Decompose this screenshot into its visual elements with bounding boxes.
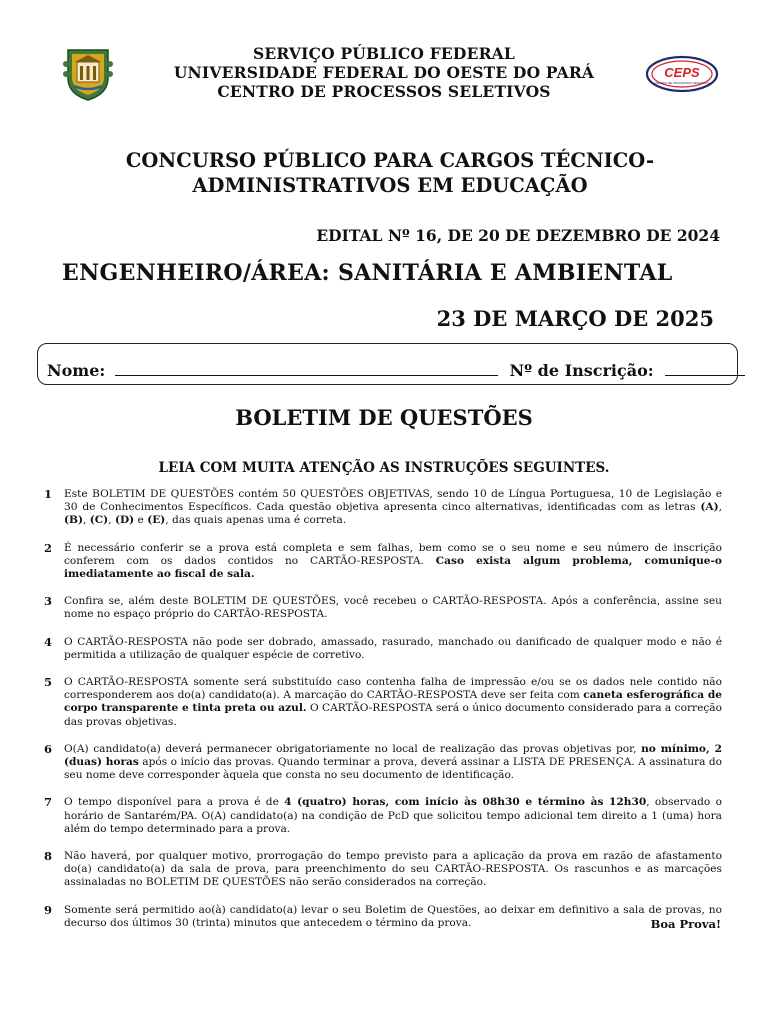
instruction-text-span: e bbox=[134, 514, 148, 527]
instruction-text bbox=[64, 636, 722, 662]
name-field-line[interactable] bbox=[115, 363, 498, 376]
instruction-number: 2 bbox=[44, 540, 53, 555]
instruction-text bbox=[64, 488, 722, 528]
exam-title bbox=[40, 148, 740, 198]
instruction-text-span: O(A) candidato(a) deverá permanecer obrigatoriamente no local de realização das provas objetivas por, bbox=[64, 742, 642, 755]
instruction-text bbox=[64, 676, 722, 729]
instruction-text-span: É necessário conferir se a prova está completa e sem falhas, bem como se o seu nome e seu número de inscrição conferem com os dados contidos no CARTÃO-RESPOSTA. bbox=[64, 541, 722, 567]
instruction-text bbox=[64, 796, 722, 836]
instruction-text-span: , bbox=[82, 514, 90, 527]
instruction-text-bold: (A) bbox=[700, 501, 719, 514]
instruction-text-span: Não haverá, por qualquer motivo, prorrogação do tempo previsto para a aplicação da prova em razão de afastamento do(a) candidato(a) da sala de prova, para preenchimento do seu CARTÃO-RESPOSTA. Os rascunhos e as marcações assinaladas no BOLETIM DE QUESTÕES não serão considerados na correção. bbox=[64, 850, 722, 889]
ceps-logo-text: CEPS bbox=[664, 65, 700, 80]
inscricao-field-line[interactable] bbox=[665, 363, 745, 376]
booklet-title: BOLETIM DE QUESTÕES bbox=[235, 405, 533, 430]
instruction-number: 9 bbox=[44, 902, 53, 917]
exam-title-line-1: CONCURSO PÚBLICO PARA CARGOS TÉCNICO- bbox=[125, 149, 655, 172]
instructions-heading: LEIA COM MUITA ATENÇÃO AS INSTRUÇÕES SEGUINTES. bbox=[158, 460, 610, 476]
instruction-item bbox=[44, 796, 722, 836]
instruction-text bbox=[64, 542, 722, 582]
instruction-text-span: O tempo disponível para a prova é de bbox=[64, 796, 285, 809]
instruction-number: 8 bbox=[44, 849, 53, 864]
closing-text: Boa Prova! bbox=[650, 917, 721, 931]
instruction-text-bold: (C) bbox=[89, 514, 109, 527]
instruction-text-span: , das quais apenas uma é correta. bbox=[165, 514, 347, 527]
instruction-text-span: Somente será permitido ao(à) candidato(a) levar o seu Boletim de Questões, ao deixar em definitivo a sala de provas, no decurso dos últimos 30 (trinta) minutos que antecedem o término da prova. bbox=[64, 903, 722, 929]
instruction-text-bold: 4 (quatro) horas, com início às 08h30 e término às 12h30 bbox=[284, 796, 647, 809]
instruction-text bbox=[64, 595, 722, 621]
instruction-item bbox=[44, 676, 722, 729]
instruction-text-span: O CARTÃO-RESPOSTA somente será substituído caso contenha falha de impressão e/ou se os dados nele contido não corresponderem aos do(a) candidato(a). A marcação do CARTÃO-RESPOSTA deve ser feita com bbox=[64, 676, 722, 702]
instruction-text bbox=[64, 743, 722, 783]
exam-date: 23 DE MARÇO DE 2025 bbox=[436, 306, 714, 331]
name-label: Nome: bbox=[47, 361, 106, 380]
header-line-2: UNIVERSIDADE FEDERAL DO OESTE DO PARÁ bbox=[173, 63, 595, 82]
ceps-logo bbox=[645, 55, 719, 93]
instruction-number: 6 bbox=[44, 741, 53, 756]
instruction-text-span: , bbox=[718, 501, 722, 514]
instruction-text-span: , bbox=[108, 514, 115, 527]
instruction-item bbox=[44, 488, 722, 528]
instruction-text-bold: (D) bbox=[114, 514, 135, 527]
instruction-text-span: , observado o horário de Santarém/PA. O(A) candidato(a) na condição de PcD que solicitou tempo adicional tem direito a 1 (uma) hora além do tempo determinado para a prova. bbox=[64, 796, 722, 835]
identification-row bbox=[47, 361, 745, 380]
instruction-text-span: após o início das provas. Quando terminar a prova, deverá assinar a LISTA DE PRESENÇA. A assinatura do seu nome deve corresponder àquela que consta no seu documento de identificação. bbox=[64, 756, 722, 782]
instruction-text-bold: caneta esferográfica de corpo transparente e tinta preta ou azul. bbox=[64, 689, 723, 715]
job-position-title: ENGENHEIRO/ÁREA: SANITÁRIA E AMBIENTAL bbox=[62, 260, 673, 286]
edital-reference: EDITAL Nº 16, DE 20 DE DEZEMBRO DE 2024 bbox=[316, 226, 720, 245]
ceps-logo-subtext: CENTRO DE PROCESSOS SELETIVOS bbox=[654, 81, 710, 85]
header-line-1: SERVIÇO PÚBLICO FEDERAL bbox=[253, 44, 515, 63]
instruction-text-span: Este BOLETIM DE QUESTÕES contém 50 QUESTÕES OBJETIVAS, sendo 10 de Língua Portuguesa, 10 de Legislação e 30 de Conhecimentos Específicos. Cada questão objetiva apresenta cinco alternativas, identificadas com as letras bbox=[64, 488, 722, 514]
instruction-item bbox=[44, 850, 722, 890]
instruction-text-bold: (E) bbox=[147, 514, 166, 527]
instruction-text-span: O CARTÃO-RESPOSTA não pode ser dobrado, amassado, rasurado, manchado ou danificado de qualquer modo e não é permitida a utilização de qualquer espécie de corretivo. bbox=[64, 635, 722, 661]
instruction-text-bold: Caso exista algum problema, comunique-o imediatamente ao fiscal de sala. bbox=[64, 554, 722, 581]
instruction-number: 7 bbox=[44, 795, 53, 810]
instruction-number: 5 bbox=[44, 675, 53, 690]
instruction-number: 3 bbox=[44, 594, 53, 609]
instruction-text-span: Confira se, além deste BOLETIM DE QUESTÕES, você recebeu o CARTÃO-RESPOSTA. Após a conferência, assine seu nome no espaço próprio do CARTÃO-RESPOSTA. bbox=[64, 595, 722, 621]
instruction-number: 4 bbox=[44, 634, 53, 649]
instruction-text bbox=[64, 850, 722, 890]
instruction-item bbox=[44, 743, 722, 783]
exam-title-line-2: ADMINISTRATIVOS EM EDUCAÇÃO bbox=[192, 174, 588, 197]
instruction-item bbox=[44, 542, 722, 582]
header-line-3: CENTRO DE PROCESSOS SELETIVOS bbox=[217, 82, 551, 101]
instructions-list bbox=[44, 488, 722, 944]
instruction-item bbox=[44, 636, 722, 662]
inscricao-label: Nº de Inscrição: bbox=[509, 361, 654, 380]
instruction-number: 1 bbox=[44, 487, 53, 501]
instruction-item bbox=[44, 595, 722, 621]
institution-header bbox=[120, 44, 648, 101]
instruction-text-bold: (B) bbox=[64, 514, 83, 527]
instruction-text-span: O CARTÃO-RESPOSTA será o único documento considerado para a correção das provas objetivas. bbox=[64, 702, 722, 728]
university-crest-logo bbox=[60, 44, 116, 102]
instruction-text-bold: no mínimo, 2 (duas) horas bbox=[64, 742, 722, 769]
